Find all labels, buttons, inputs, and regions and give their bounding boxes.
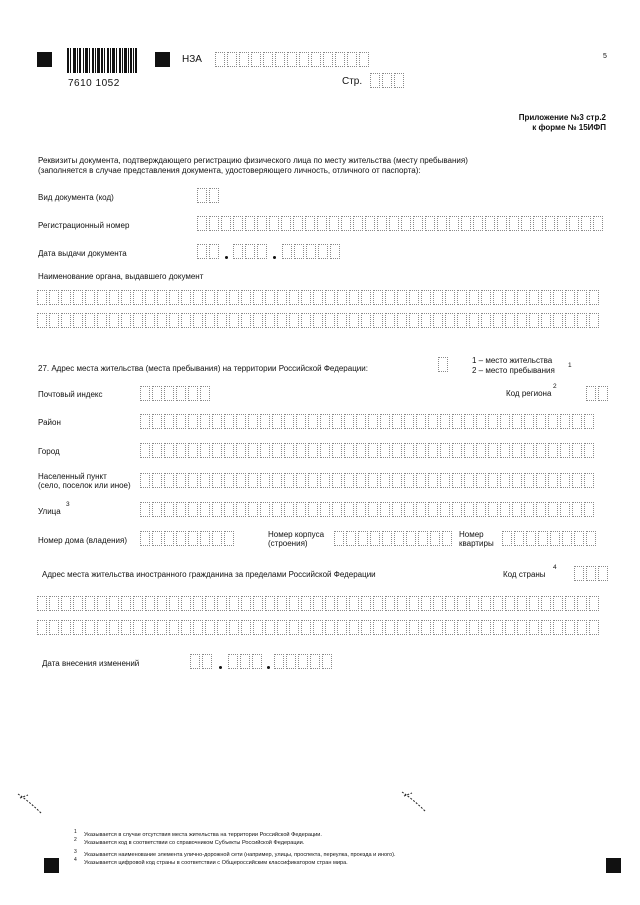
- page-number-field[interactable]: [370, 73, 404, 88]
- address-section-title: 27. Адрес места жительства (места пребывания) на территории Российской Федерации:: [38, 364, 368, 373]
- foreign-address-title: Адрес места жительства иностранного гражданина за пределами Российской Федерации: [42, 570, 376, 579]
- region-code-label: Код региона: [506, 389, 552, 398]
- issuer-label: Наименование органа, выдавшего документ: [38, 272, 204, 281]
- postal-index-field[interactable]: [140, 386, 210, 401]
- apartment-label-2: квартиры: [459, 539, 494, 548]
- building-field[interactable]: [334, 531, 452, 546]
- postal-index-label: Почтовый индекс: [38, 390, 103, 399]
- page-corner-number: 5: [603, 53, 607, 60]
- region-code-footnote-ref: 2: [553, 383, 557, 390]
- address-option-2: 2 – место пребывания: [472, 366, 555, 375]
- change-date-label: Дата внесения изменений: [42, 659, 140, 668]
- cut-mark-right: [400, 790, 430, 816]
- reg-number-field[interactable]: [197, 216, 603, 231]
- city-label: Город: [38, 447, 60, 456]
- street-field[interactable]: [140, 502, 594, 517]
- barcode: [66, 48, 138, 82]
- footnote-text: Указывается цифровой код страны в соответствии с Общероссийским классификатором стран мира.: [84, 860, 348, 866]
- change-date-year[interactable]: [274, 654, 332, 669]
- address-option-footnote-ref: 1: [568, 362, 572, 369]
- registration-marker-bottom-left: [44, 858, 59, 873]
- page-label: Стр.: [342, 76, 363, 87]
- district-label: Район: [38, 418, 61, 427]
- nza-field[interactable]: [215, 52, 369, 67]
- registration-marker-top-right: [155, 52, 170, 67]
- country-code-footnote-ref: 4: [553, 564, 557, 571]
- address-type-field[interactable]: [438, 357, 448, 372]
- registration-marker-top-left: [37, 52, 52, 67]
- date-separator: [273, 256, 276, 259]
- issuer-field-row1[interactable]: [37, 290, 599, 305]
- doc-section-title-2: (заполняется в случае представления документа, удостоверяющего личность, отличного от паспорта):: [38, 166, 421, 175]
- foreign-address-row2[interactable]: [37, 620, 599, 635]
- barcode-number: 7610 1052: [68, 78, 120, 89]
- address-option-1: 1 – место жительства: [472, 356, 553, 365]
- change-date-day[interactable]: [190, 654, 212, 669]
- footnote-number: 3: [74, 849, 77, 855]
- house-label: Номер дома (владения): [38, 536, 127, 545]
- registration-marker-bottom-right: [606, 858, 621, 873]
- date-separator: [267, 666, 270, 669]
- footnote-text: Указывается в случае отсутствия места жительства на территории Российской Федерации.: [84, 832, 322, 838]
- foreign-address-row1[interactable]: [37, 596, 599, 611]
- attachment-line1: Приложение №3 стр.2: [518, 113, 606, 122]
- cut-mark-left: [16, 792, 46, 818]
- street-label: Улица: [38, 507, 61, 516]
- house-field[interactable]: [140, 531, 234, 546]
- settlement-label-1: Населенный пункт: [38, 472, 107, 481]
- settlement-label-2: (село, поселок или иное): [38, 481, 131, 490]
- city-field[interactable]: [140, 443, 594, 458]
- settlement-field[interactable]: [140, 473, 594, 488]
- nza-label: НЗА: [182, 54, 202, 65]
- change-date-month[interactable]: [228, 654, 262, 669]
- doc-type-field[interactable]: [197, 188, 219, 203]
- doc-section-title-1: Реквизиты документа, подтверждающего регистрацию физического лица по месту жительства (месту пребывания): [38, 156, 468, 165]
- doc-type-label: Вид документа (код): [38, 193, 114, 202]
- issue-date-label: Дата выдачи документа: [38, 249, 127, 258]
- country-code-label: Код страны: [503, 570, 546, 579]
- date-separator: [219, 666, 222, 669]
- issuer-field-row2[interactable]: [37, 313, 599, 328]
- reg-number-label: Регистрационный номер: [38, 221, 130, 230]
- footnote-text: Указывается наименование элемента улично-дорожной сети (например, улицы, проспекта, переулка, проезда и иного).: [84, 852, 396, 858]
- footnote-number: 4: [74, 857, 77, 863]
- building-label-2: (строения): [268, 539, 308, 548]
- footnote-number: 2: [74, 837, 77, 843]
- issue-date-year[interactable]: [282, 244, 340, 259]
- attachment-line2: к форме № 15ИФП: [532, 123, 606, 132]
- street-footnote-ref: 3: [66, 501, 70, 508]
- country-code-field[interactable]: [574, 566, 608, 581]
- apartment-field[interactable]: [502, 531, 596, 546]
- footnote-text: Указывается код в соответствии со справочником Субъекты Российской Федерации.: [84, 840, 305, 846]
- footnote-number: 1: [74, 829, 77, 835]
- issue-date-day[interactable]: [197, 244, 219, 259]
- apartment-label-1: Номер: [459, 530, 484, 539]
- issue-date-month[interactable]: [233, 244, 267, 259]
- district-field[interactable]: [140, 414, 594, 429]
- building-label-1: Номер корпуса: [268, 530, 325, 539]
- date-separator: [225, 256, 228, 259]
- region-code-field[interactable]: [586, 386, 608, 401]
